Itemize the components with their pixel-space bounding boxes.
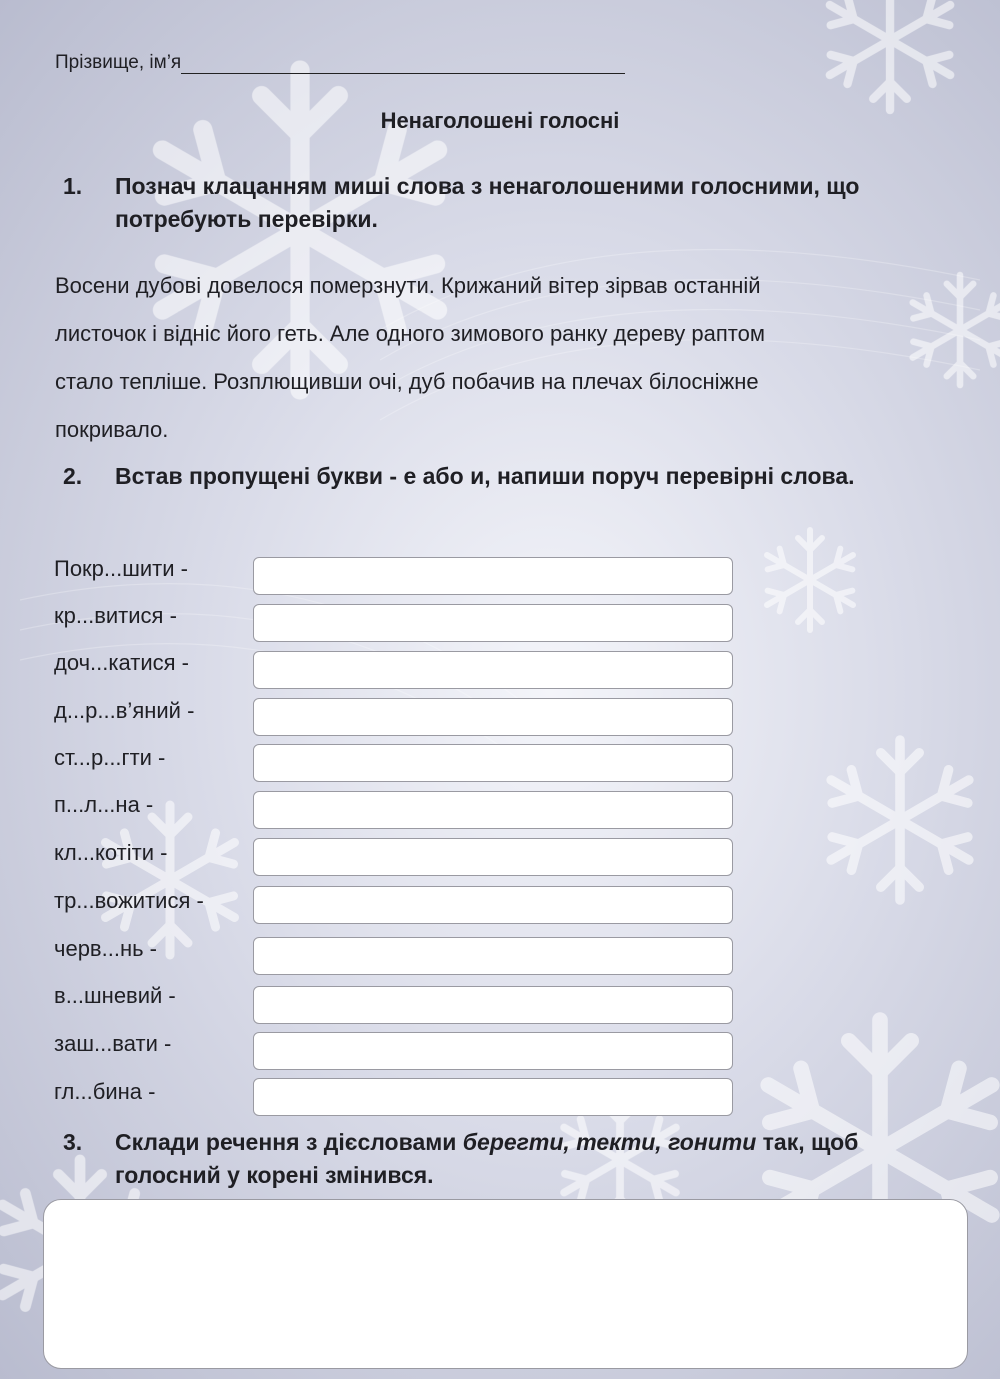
name-field-line (55, 52, 625, 74)
name-underline (181, 55, 625, 74)
answer-input-11[interactable] (253, 1032, 733, 1070)
word-label: кл...котіти - (54, 840, 168, 865)
task-3-verbs: берегти, текти, гонити (462, 1129, 757, 1155)
paragraph-line[interactable]: Восени дубові довелося померзнути. Крижаний вітер зірвав останній (55, 273, 761, 298)
task-2-heading (63, 460, 963, 526)
word-label: гл...бина - (54, 1079, 156, 1104)
paragraph-line[interactable]: покривало. (55, 417, 169, 442)
answer-input-8[interactable] (253, 886, 733, 924)
sentence-answer-box[interactable] (43, 1199, 968, 1369)
name-label: Прізвище, ім’я (55, 52, 182, 73)
word-label: Покр...шити - (54, 556, 188, 581)
answer-input-10[interactable] (253, 986, 733, 1024)
word-label: ст...р...гти - (54, 745, 166, 770)
word-label: доч...катися - (54, 650, 189, 675)
task-3-text-after: так, щоб голосний у корені змінився. (115, 1129, 859, 1188)
word-label: заш...вати - (54, 1031, 172, 1056)
paragraph-line[interactable]: стало тепліше. Розплющивши очі, дуб побачив на плечах білосніжне (55, 369, 759, 394)
task-1-paragraph[interactable] (55, 262, 955, 454)
page-title: Ненаголошені голосні (380, 108, 620, 133)
task-1-number: 1. (63, 173, 83, 199)
answer-input-6[interactable] (253, 791, 733, 829)
word-label: д...р...в’яний - (54, 698, 195, 723)
answer-input-1[interactable] (253, 557, 733, 595)
task-2-text: Встав пропущені букви - е або и, напиши поруч перевірні слова. (115, 463, 855, 489)
word-label: тр...вожитися - (54, 888, 204, 913)
task-3-number: 3. (63, 1129, 83, 1155)
task-3-text (115, 1126, 955, 1192)
answer-input-3[interactable] (253, 651, 733, 689)
answer-input-2[interactable] (253, 604, 733, 642)
answer-input-12[interactable] (253, 1078, 733, 1116)
answer-input-5[interactable] (253, 744, 733, 782)
task-3-text-before: Склади речення з дієсловами (115, 1129, 463, 1155)
word-label: черв...нь - (54, 936, 158, 961)
paragraph-line[interactable]: листочок і відніс його геть. Але одного зимового ранку дереву раптом (55, 321, 765, 346)
task-2-number: 2. (63, 463, 83, 489)
word-label: в...шневий - (54, 983, 176, 1008)
word-label: кр...витися - (54, 603, 177, 628)
answer-input-4[interactable] (253, 698, 733, 736)
task-3-heading (63, 1126, 963, 1192)
answer-input-7[interactable] (253, 838, 733, 876)
task-1-text: Познач клацанням миші слова з ненаголошеними голосними, що потребують перевірки. (115, 173, 860, 232)
task-1-heading (63, 170, 963, 236)
word-label: п...л...на - (54, 792, 154, 817)
answer-input-9[interactable] (253, 937, 733, 975)
